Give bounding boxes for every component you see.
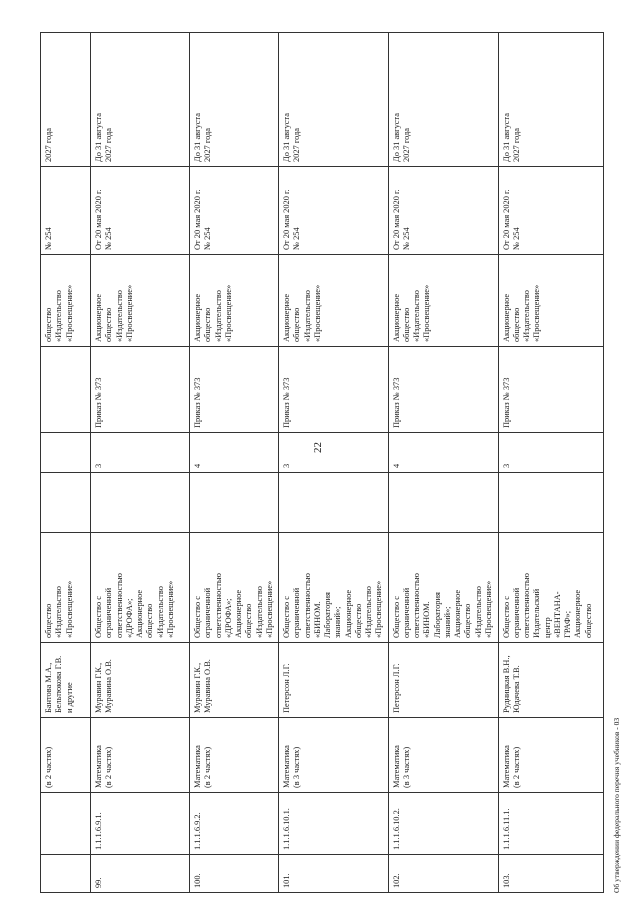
cell-publisher: Общество с ограниченной ответственностью «БИНОМ. Лаборатория знаний»; Акционерное общество «Издательство «Просвещение»	[279, 533, 389, 643]
cell-organization: Акционерное общество «Издательство «Просвещение»	[498, 255, 603, 347]
cell-publisher: Общество с ограниченной ответственностью «ДРОФА»; Акционерное общество «Издательство «Просвещение»	[190, 533, 279, 643]
cell-empty	[190, 473, 279, 533]
cell-authors: Петерсон Л.Г.	[388, 643, 498, 718]
cell-document: От 20 мая 2020 г. № 254	[190, 167, 279, 255]
cell-subject: Математика (в 3 частях)	[388, 718, 498, 793]
cell-grade: 4	[388, 433, 498, 473]
cell-document: От 20 мая 2020 г. № 254	[91, 167, 190, 255]
cell-order: Приказ № 373	[388, 347, 498, 433]
cell-subject: Математика (в 3 частях)	[279, 718, 389, 793]
cell-code: 1.1.1.6.10.2.	[388, 793, 498, 855]
cell-code: 1.1.1.6.10.1.	[279, 793, 389, 855]
cell-document: От 20 мая 2020 г. № 254	[279, 167, 389, 255]
cell-deadline: До 31 августа 2027 года	[190, 33, 279, 167]
cell-deadline: 2027 года	[41, 33, 91, 167]
cell-authors: Рудницкая В.Н., Юдачева Т.В.	[498, 643, 603, 718]
cell-organization: Акционерное общество «Издательство «Просвещение»	[279, 255, 389, 347]
cell-num: 101.	[279, 855, 389, 893]
cell-authors: Бантова М.А., Бельтюкова Г.В. и другие	[41, 643, 91, 718]
cell-publisher: общество «Издательство «Просвещение»	[41, 533, 91, 643]
cell-grade: 3	[91, 433, 190, 473]
cell-authors: Муравин Г.К., Муравина О.В.	[91, 643, 190, 718]
cell-num: 100.	[190, 855, 279, 893]
cell-organization: Акционерное общество «Издательство «Просвещение»	[91, 255, 190, 347]
cell-document: От 20 мая 2020 г. № 254	[388, 167, 498, 255]
cell-authors: Петерсон Л.Г.	[279, 643, 389, 718]
cell-order: Приказ № 373	[91, 347, 190, 433]
cell-code: 1.1.1.6.11.1.	[498, 793, 603, 855]
textbook-table-container	[40, 33, 600, 893]
table-row	[190, 33, 279, 893]
cell-authors: Муравин Г.К., Муравина О.В.	[190, 643, 279, 718]
cell-grade: 4	[190, 433, 279, 473]
cell-grade: 3	[279, 433, 389, 473]
cell-code: 1.1.1.6.9.1.	[91, 793, 190, 855]
page-number: 22	[312, 442, 324, 453]
cell-empty	[498, 473, 603, 533]
table-row	[498, 33, 603, 893]
federal-textbook-list-table	[40, 32, 604, 893]
cell-order: Приказ № 373	[279, 347, 389, 433]
cell-publisher: Общество с ограниченной ответственностью «БИНОМ. Лаборатория знаний»; Акционерное общество «Издательство «Просвещение»	[388, 533, 498, 643]
cell-empty	[91, 473, 190, 533]
cell-empty	[41, 473, 91, 533]
cell-order: Приказ № 373	[190, 347, 279, 433]
cell-empty	[279, 473, 389, 533]
cell-subject: Математика (в 2 частях)	[190, 718, 279, 793]
cell-organization: Акционерное общество «Издательство «Просвещение»	[190, 255, 279, 347]
cell-num: 102.	[388, 855, 498, 893]
cell-code	[41, 793, 91, 855]
cell-deadline: До 31 августа 2027 года	[388, 33, 498, 167]
cell-subject: Математика (в 2 частях)	[91, 718, 190, 793]
cell-num: 99.	[91, 855, 190, 893]
cell-organization: общество «Издательство «Просвещение»	[41, 255, 91, 347]
cell-grade: 3	[498, 433, 603, 473]
cell-order	[41, 347, 91, 433]
cell-deadline: До 31 августа 2027 года	[498, 33, 603, 167]
table-row	[91, 33, 190, 893]
table-row	[279, 33, 389, 893]
cell-num: 103.	[498, 855, 603, 893]
cell-publisher: Общество с ограниченной ответственностью «ДРОФА»; Акционерное общество «Издательство «Просвещение»	[91, 533, 190, 643]
cell-subject: Математика (в 2 частях)	[498, 718, 603, 793]
cell-grade	[41, 433, 91, 473]
cell-document: От 20 мая 2020 г. № 254	[498, 167, 603, 255]
cell-subject: (в 2 частях)	[41, 718, 91, 793]
cell-deadline: До 31 августа 2027 года	[91, 33, 190, 167]
footer-note: Об утверждении федерального перечня учебников - 03	[612, 717, 621, 893]
cell-deadline: До 31 августа 2027 года	[279, 33, 389, 167]
cell-document: № 254	[41, 167, 91, 255]
table-row	[388, 33, 498, 893]
cell-num	[41, 855, 91, 893]
cell-empty	[388, 473, 498, 533]
table-row-continuation	[41, 33, 91, 893]
cell-code: 1.1.1.6.9.2.	[190, 793, 279, 855]
cell-publisher: Общество с ограниченной ответственностью Издательский центр «ВЕНТАНА- ГРАФ»; Акционерное общество	[498, 533, 603, 643]
cell-organization: Акционерное общество «Издательство «Просвещение»	[388, 255, 498, 347]
cell-order: Приказ № 373	[498, 347, 603, 433]
